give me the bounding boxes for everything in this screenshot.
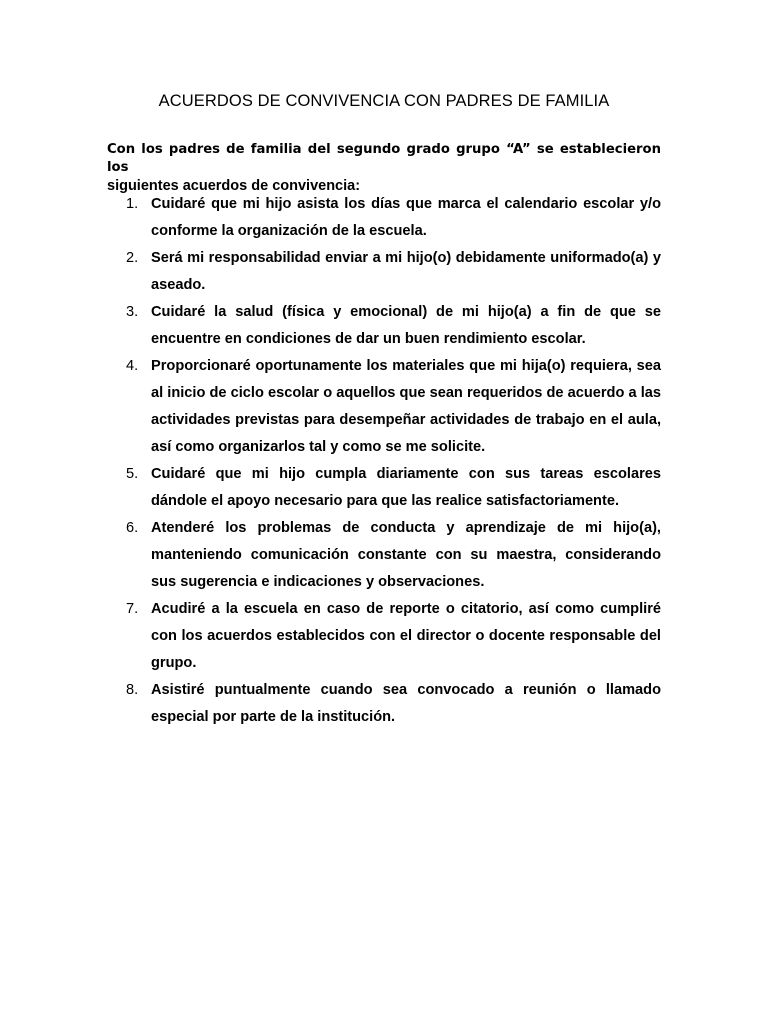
agreement-item-8: [126, 677, 661, 731]
agreement-number: 2.: [126, 250, 139, 266]
agreement-text: Cuidaré que mi hijo asista los días que marca el calendario escolar y/o conforme la organización de la escuela.: [151, 196, 661, 239]
agreement-text: Acudiré a la escuela en caso de reporte o citatorio, así como cumpliré con los acuerdos establecidos con el director o docente responsable del grupo.: [151, 601, 661, 671]
agreement-number: 4.: [126, 358, 139, 374]
agreement-number: 5.: [126, 466, 139, 482]
agreement-text: Cuidaré que mi hijo cumpla diariamente con sus tareas escolares dándole el apoyo necesario para que las realice satisfactoriamente.: [151, 466, 661, 509]
agreement-item-6: [126, 515, 661, 596]
agreement-text: Asistiré puntualmente cuando sea convocado a reunión o llamado especial por parte de la institución.: [151, 682, 661, 725]
agreement-number: 1.: [126, 196, 139, 212]
agreement-item-4: [126, 353, 661, 461]
agreement-item-5: [126, 461, 661, 515]
agreement-item-3: [126, 299, 661, 353]
agreement-text: Será mi responsabilidad enviar a mi hijo(o) debidamente uniformado(a) y aseado.: [151, 250, 661, 293]
intro-line-2: siguientes acuerdos de convivencia:: [107, 178, 361, 194]
agreements-list: [126, 191, 661, 731]
agreement-number: 7.: [126, 601, 139, 617]
intro-line-1: Con los padres de familia del segundo grado grupo “A” se establecieron los: [107, 142, 661, 175]
agreement-number: 6.: [126, 520, 139, 536]
agreement-item-7: [126, 596, 661, 677]
intro-paragraph: [107, 141, 661, 195]
agreement-item-1: [126, 191, 661, 245]
agreement-text: Proporcionaré oportunamente los materiales que mi hija(o) requiera, sea al inicio de ciclo escolar o aquellos que sean requeridos de acuerdo a las actividades previstas para desempeñar actividades de trabajo en el aula, así como organizarlos tal y como se me solicite.: [151, 358, 661, 455]
agreement-number: 8.: [126, 682, 139, 698]
agreement-text: Atenderé los problemas de conducta y aprendizaje de mi hijo(a), manteniendo comunicación constante con su maestra, considerando sus sugerencia e indicaciones y observaciones.: [151, 520, 661, 590]
document-title: ACUERDOS DE CONVIVENCIA CON PADRES DE FAMILIA: [158, 92, 610, 110]
agreement-text: Cuidaré la salud (física y emocional) de mi hijo(a) a fin de que se encuentre en condiciones de dar un buen rendimiento escolar.: [151, 304, 661, 347]
agreement-number: 3.: [126, 304, 139, 320]
agreement-item-2: [126, 245, 661, 299]
